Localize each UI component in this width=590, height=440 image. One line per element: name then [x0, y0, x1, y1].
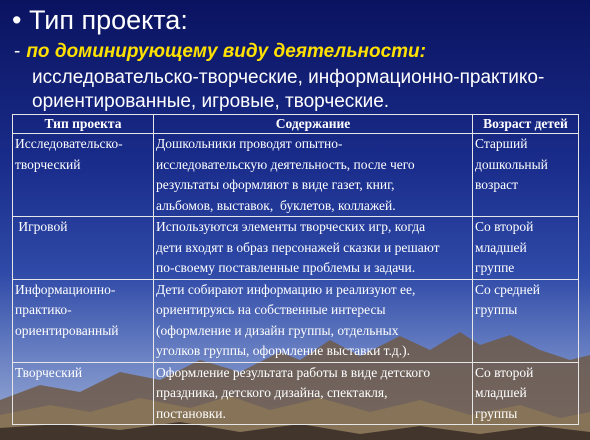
cell-type-line: практико-: [15, 302, 72, 317]
cell-type: [13, 134, 154, 217]
cell-type: [13, 279, 154, 362]
subtitle-line2: исследовательско-творческие, информационно-практико-: [32, 67, 545, 88]
cell-content-line: исследовательскую деятельность, после чего: [156, 156, 415, 172]
cell-content: [154, 362, 473, 425]
subtitle-line3: ориентированные, игровые, творческие.: [32, 91, 390, 112]
cell-age: [473, 134, 579, 217]
cell-content-line: уголков группы, оформление выставки т.д.).: [156, 343, 411, 358]
cell-content-line: постановки.: [156, 405, 226, 421]
cell-age-line: группе: [475, 260, 515, 275]
table-row: [13, 362, 579, 425]
header-age: Возраст детей: [473, 115, 579, 134]
cell-content-line: альбомов, выставок, буклетов, коллажей.: [156, 197, 396, 213]
cell-type-line: Исследовательско-: [15, 136, 123, 151]
cell-age: [473, 217, 579, 280]
cell-content: [154, 217, 473, 280]
cell-age-line: дошкольный: [475, 156, 548, 172]
cell-content-line: Дошкольники проводят опытно-: [156, 136, 343, 151]
project-types-table: [12, 114, 579, 425]
cell-age-line: младшей: [475, 239, 527, 255]
cell-age-line: младшей: [475, 385, 527, 400]
cell-age-line: Старший: [475, 136, 528, 151]
cell-age-line: Со второй: [475, 219, 534, 234]
table-row: [13, 134, 579, 217]
cell-type-line: Творческий: [15, 364, 83, 380]
cell-content-line: по-своему поставленные проблемы и задачи.: [156, 260, 416, 275]
cell-content: [154, 279, 473, 362]
cell-content-line: Используются элементы творческих игр, когда: [156, 219, 426, 234]
cell-content-line: ориентируясь на собственные интересы: [156, 302, 386, 317]
subtitle-dash: -: [14, 41, 21, 62]
cell-content-line: праздника, детского дизайна, спектакля,: [156, 385, 388, 400]
cell-content-line: Оформление результата работы в виде детского: [156, 364, 431, 380]
cell-type-line: Информационно-: [15, 281, 116, 297]
cell-age-line: группы: [475, 405, 518, 421]
table-header-row: [13, 115, 579, 134]
cell-age-line: возраст: [475, 177, 518, 192]
cell-content-line: (оформление и дизайн группы, отдельных: [156, 322, 399, 338]
cell-age-line: Со средней: [475, 281, 540, 297]
cell-age: [473, 362, 579, 425]
table-row: [13, 217, 579, 280]
subtitle-line1: [14, 40, 426, 64]
cell-type: [13, 217, 154, 280]
slide-title: • Тип проекта:: [12, 5, 188, 35]
cell-content-line: дети входят в образ персонажей сказки и решают: [156, 239, 440, 255]
cell-type-line: творческий: [15, 156, 81, 172]
table-row: [13, 279, 579, 362]
cell-type-line: ориентированный: [15, 322, 119, 338]
header-type: Тип проекта: [13, 115, 154, 134]
subtitle-highlight: по доминирующему виду деятельности:: [26, 41, 426, 62]
cell-age-line: группы: [475, 302, 518, 317]
cell-age: [473, 279, 579, 362]
cell-type-line: Игровой: [15, 219, 68, 234]
cell-content-line: результаты оформляют в виде газет, книг,: [156, 177, 395, 192]
cell-type: [13, 362, 154, 425]
cell-content-line: Дети собирают информацию и реализуют ее,: [156, 281, 416, 297]
cell-content: [154, 134, 473, 217]
header-content: Содержание: [154, 115, 473, 134]
cell-age-line: Со второй: [475, 364, 534, 380]
